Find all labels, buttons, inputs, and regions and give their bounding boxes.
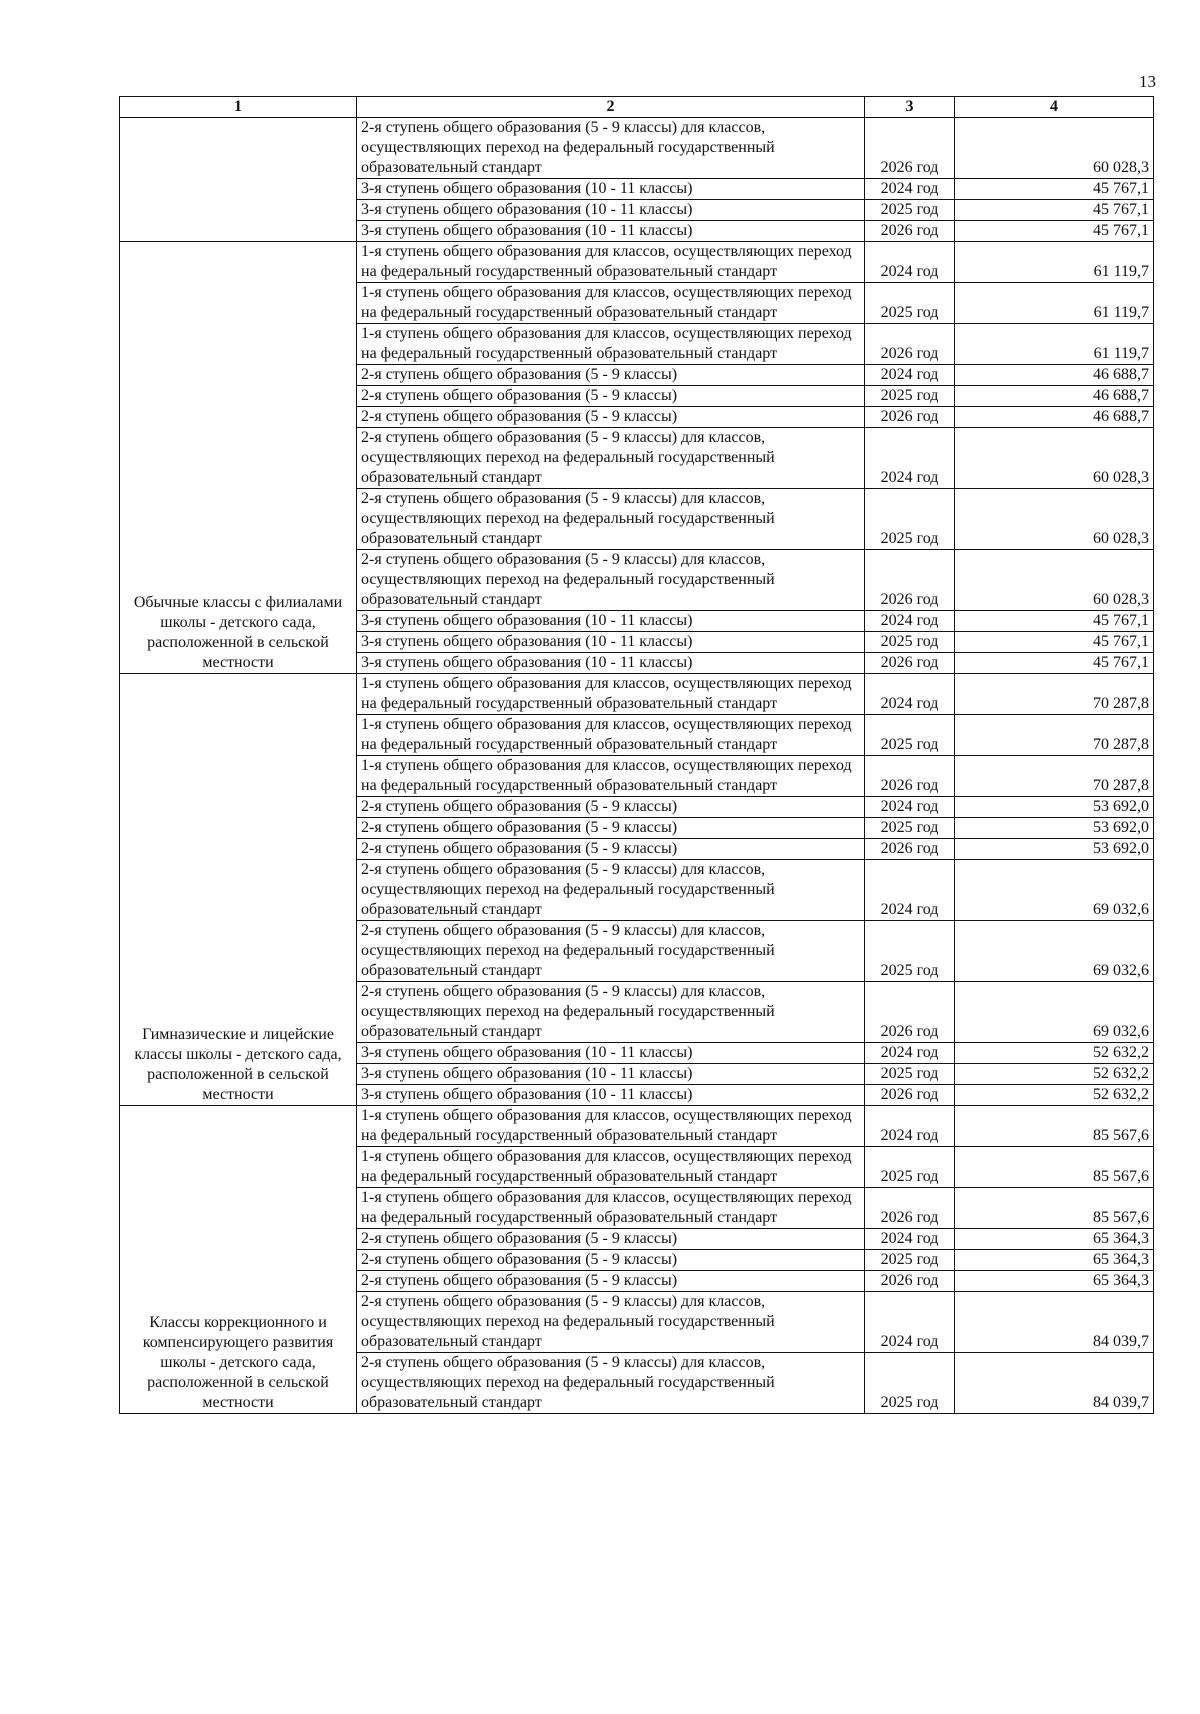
description-cell: 2-я ступень общего образования (5 - 9 классы) для классов, осуществляющих переход на федеральный государственный образовательный стандарт (357, 118, 865, 179)
amount-cell: 52 632,2 (955, 1043, 1154, 1064)
year-cell: 2026 год (865, 1188, 955, 1229)
year-cell: 2024 год (865, 1229, 955, 1250)
year-cell: 2024 год (865, 179, 955, 200)
category-cell (120, 118, 357, 242)
year-cell: 2026 год (865, 407, 955, 428)
description-cell: 3-я ступень общего образования (10 - 11 классы) (357, 1043, 865, 1064)
amount-cell: 45 767,1 (955, 221, 1154, 242)
description-cell: 2-я ступень общего образования (5 - 9 классы) (357, 386, 865, 407)
description-cell: 2-я ступень общего образования (5 - 9 классы) для классов, осуществляющих переход на федеральный государственный образовательный стандарт (357, 1353, 865, 1414)
year-cell: 2024 год (865, 1292, 955, 1353)
table-header (120, 97, 1154, 118)
amount-cell: 70 287,8 (955, 756, 1154, 797)
amount-cell: 53 692,0 (955, 818, 1154, 839)
amount-cell: 70 287,8 (955, 674, 1154, 715)
description-cell: 2-я ступень общего образования (5 - 9 классы) для классов, осуществляющих переход на федеральный государственный образовательный стандарт (357, 860, 865, 921)
amount-cell: 70 287,8 (955, 715, 1154, 756)
column-header-3: 3 (865, 97, 955, 118)
amount-cell: 65 364,3 (955, 1250, 1154, 1271)
description-cell: 1-я ступень общего образования для классов, осуществляющих переход на федеральный государственный образовательный стандарт (357, 1106, 865, 1147)
description-cell: 2-я ступень общего образования (5 - 9 классы) (357, 818, 865, 839)
tariff-table (119, 96, 1154, 1414)
amount-cell: 60 028,3 (955, 489, 1154, 550)
column-header-4: 4 (955, 97, 1154, 118)
page-number: 13 (1139, 72, 1156, 91)
year-cell: 2024 год (865, 674, 955, 715)
description-cell: 3-я ступень общего образования (10 - 11 классы) (357, 179, 865, 200)
description-cell: 2-я ступень общего образования (5 - 9 классы) для классов, осуществляющих переход на федеральный государственный образовательный стандарт (357, 982, 865, 1043)
amount-cell: 52 632,2 (955, 1085, 1154, 1106)
description-cell: 1-я ступень общего образования для классов, осуществляющих переход на федеральный государственный образовательный стандарт (357, 1188, 865, 1229)
description-cell: 3-я ступень общего образования (10 - 11 классы) (357, 653, 865, 674)
amount-cell: 46 688,7 (955, 365, 1154, 386)
description-cell: 2-я ступень общего образования (5 - 9 классы) (357, 797, 865, 818)
table-row (120, 118, 1154, 179)
year-cell: 2024 год (865, 1106, 955, 1147)
year-cell: 2025 год (865, 1250, 955, 1271)
year-cell: 2025 год (865, 489, 955, 550)
description-cell: 2-я ступень общего образования (5 - 9 классы) для классов, осуществляющих переход на федеральный государственный образовательный стандарт (357, 921, 865, 982)
description-cell: 2-я ступень общего образования (5 - 9 классы) (357, 365, 865, 386)
description-cell: 1-я ступень общего образования для классов, осуществляющих переход на федеральный государственный образовательный стандарт (357, 715, 865, 756)
year-cell: 2024 год (865, 797, 955, 818)
year-cell: 2026 год (865, 1085, 955, 1106)
amount-cell: 45 767,1 (955, 611, 1154, 632)
year-cell: 2024 год (865, 611, 955, 632)
year-cell: 2025 год (865, 715, 955, 756)
amount-cell: 85 567,6 (955, 1147, 1154, 1188)
table-body (120, 118, 1154, 1414)
amount-cell: 85 567,6 (955, 1188, 1154, 1229)
description-cell: 2-я ступень общего образования (5 - 9 классы) (357, 1229, 865, 1250)
amount-cell: 69 032,6 (955, 921, 1154, 982)
amount-cell: 46 688,7 (955, 386, 1154, 407)
amount-cell: 45 767,1 (955, 632, 1154, 653)
year-cell: 2026 год (865, 324, 955, 365)
description-cell: 2-я ступень общего образования (5 - 9 классы) (357, 407, 865, 428)
amount-cell: 85 567,6 (955, 1106, 1154, 1147)
amount-cell: 65 364,3 (955, 1229, 1154, 1250)
amount-cell: 45 767,1 (955, 200, 1154, 221)
amount-cell: 52 632,2 (955, 1064, 1154, 1085)
year-cell: 2025 год (865, 1147, 955, 1188)
description-cell: 2-я ступень общего образования (5 - 9 классы) для классов, осуществляющих переход на федеральный государственный образовательный стандарт (357, 550, 865, 611)
year-cell: 2024 год (865, 1043, 955, 1064)
description-cell: 3-я ступень общего образования (10 - 11 классы) (357, 1064, 865, 1085)
year-cell: 2025 год (865, 1353, 955, 1414)
category-cell: Обычные классы с филиалами школы - детского сада, расположенной в сельской местности (120, 242, 357, 674)
description-cell: 1-я ступень общего образования для классов, осуществляющих переход на федеральный государственный образовательный стандарт (357, 674, 865, 715)
column-header-2: 2 (357, 97, 865, 118)
description-cell: 1-я ступень общего образования для классов, осуществляющих переход на федеральный государственный образовательный стандарт (357, 1147, 865, 1188)
amount-cell: 84 039,7 (955, 1292, 1154, 1353)
description-cell: 2-я ступень общего образования (5 - 9 классы) (357, 1250, 865, 1271)
year-cell: 2026 год (865, 982, 955, 1043)
category-cell: Гимназические и лицейские классы школы - детского сада, расположенной в сельской местности (120, 674, 357, 1106)
table-row (120, 674, 1154, 715)
year-cell: 2024 год (865, 860, 955, 921)
description-cell: 1-я ступень общего образования для классов, осуществляющих переход на федеральный государственный образовательный стандарт (357, 324, 865, 365)
column-header-1: 1 (120, 97, 357, 118)
year-cell: 2024 год (865, 242, 955, 283)
year-cell: 2026 год (865, 1271, 955, 1292)
amount-cell: 53 692,0 (955, 797, 1154, 818)
amount-cell: 61 119,7 (955, 242, 1154, 283)
year-cell: 2025 год (865, 386, 955, 407)
amount-cell: 84 039,7 (955, 1353, 1154, 1414)
category-cell: Классы коррекционного и компенсирующего развития школы - детского сада, расположенной в сельской местности (120, 1106, 357, 1414)
description-cell: 1-я ступень общего образования для классов, осуществляющих переход на федеральный государственный образовательный стандарт (357, 283, 865, 324)
year-cell: 2025 год (865, 200, 955, 221)
amount-cell: 60 028,3 (955, 550, 1154, 611)
description-cell: 2-я ступень общего образования (5 - 9 классы) (357, 1271, 865, 1292)
table-row (120, 242, 1154, 283)
description-cell: 2-я ступень общего образования (5 - 9 классы) для классов, осуществляющих переход на федеральный государственный образовательный стандарт (357, 489, 865, 550)
description-cell: 3-я ступень общего образования (10 - 11 классы) (357, 200, 865, 221)
description-cell: 1-я ступень общего образования для классов, осуществляющих переход на федеральный государственный образовательный стандарт (357, 242, 865, 283)
year-cell: 2025 год (865, 632, 955, 653)
year-cell: 2024 год (865, 428, 955, 489)
year-cell: 2025 год (865, 1064, 955, 1085)
year-cell: 2024 год (865, 365, 955, 386)
description-cell: 3-я ступень общего образования (10 - 11 классы) (357, 611, 865, 632)
description-cell: 1-я ступень общего образования для классов, осуществляющих переход на федеральный государственный образовательный стандарт (357, 756, 865, 797)
year-cell: 2025 год (865, 283, 955, 324)
year-cell: 2026 год (865, 550, 955, 611)
amount-cell: 45 767,1 (955, 653, 1154, 674)
year-cell: 2026 год (865, 756, 955, 797)
year-cell: 2026 год (865, 221, 955, 242)
year-cell: 2026 год (865, 839, 955, 860)
year-cell: 2026 год (865, 653, 955, 674)
table-row (120, 1106, 1154, 1147)
year-cell: 2025 год (865, 921, 955, 982)
year-cell: 2026 год (865, 118, 955, 179)
amount-cell: 61 119,7 (955, 324, 1154, 365)
description-cell: 3-я ступень общего образования (10 - 11 классы) (357, 1085, 865, 1106)
amount-cell: 46 688,7 (955, 407, 1154, 428)
description-cell: 3-я ступень общего образования (10 - 11 классы) (357, 221, 865, 242)
description-cell: 3-я ступень общего образования (10 - 11 классы) (357, 632, 865, 653)
description-cell: 2-я ступень общего образования (5 - 9 классы) для классов, осуществляющих переход на федеральный государственный образовательный стандарт (357, 428, 865, 489)
amount-cell: 60 028,3 (955, 118, 1154, 179)
description-cell: 2-я ступень общего образования (5 - 9 классы) для классов, осуществляющих переход на федеральный государственный образовательный стандарт (357, 1292, 865, 1353)
amount-cell: 60 028,3 (955, 428, 1154, 489)
amount-cell: 61 119,7 (955, 283, 1154, 324)
amount-cell: 69 032,6 (955, 982, 1154, 1043)
header-row (120, 97, 1154, 118)
description-cell: 2-я ступень общего образования (5 - 9 классы) (357, 839, 865, 860)
amount-cell: 45 767,1 (955, 179, 1154, 200)
amount-cell: 53 692,0 (955, 839, 1154, 860)
year-cell: 2025 год (865, 818, 955, 839)
amount-cell: 69 032,6 (955, 860, 1154, 921)
amount-cell: 65 364,3 (955, 1271, 1154, 1292)
